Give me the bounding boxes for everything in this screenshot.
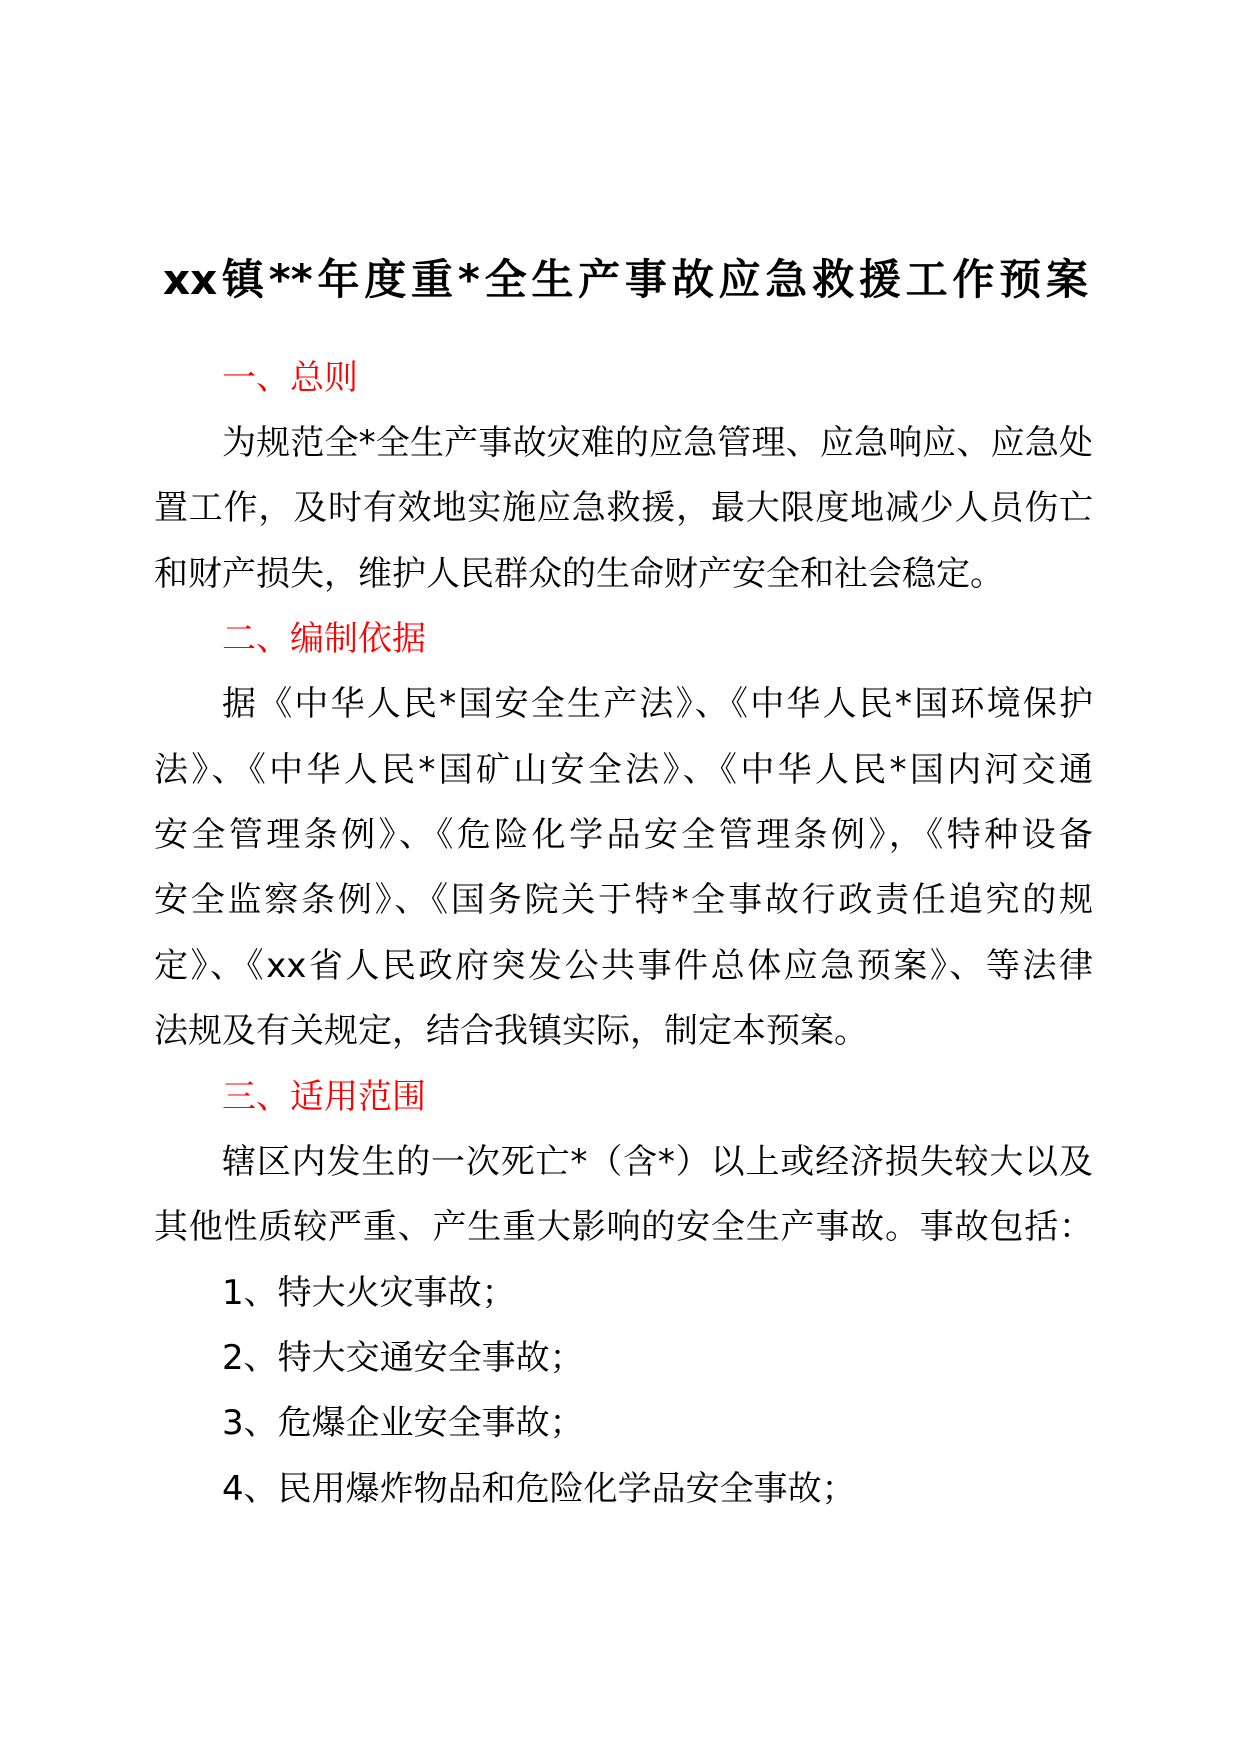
section-heading-scope: 三、适用范围 [222,1077,426,1117]
paragraph-line: 法规及有关规定，结合我镇实际，制定本预案。 [154,1011,868,1051]
list-item: 4、民用爆炸物品和危险化学品安全事故； [222,1469,856,1509]
paragraph-line: 为规范全*全生产事故灾难的应急管理、应急响应、应急处 [222,423,1093,463]
list-item: 2、特大交通安全事故； [222,1338,584,1378]
section-heading-basis: 二、编制依据 [222,619,426,659]
document-title: xx镇**年度重*全生产事故应急救援工作预案 [163,255,1088,304]
section-heading-general: 一、总则 [222,358,358,398]
list-item: 1、特大火灾事故； [222,1273,516,1313]
paragraph-line: 法》、《中华人民*国矿山安全法》、《中华人民*国内河交通 [154,750,1093,790]
paragraph-line: 和财产损失，维护人民群众的生命财产安全和社会稳定。 [154,554,1004,594]
paragraph-line: 辖区内发生的一次死亡*（含*）以上或经济损失较大以及 [222,1142,1093,1182]
paragraph-line: 其他性质较严重、产生重大影响的安全生产事故。事故包括： [154,1207,1093,1247]
paragraph-line: 安全管理条例》、《危险化学品安全管理条例》，《特种设备 [154,815,1093,855]
paragraph-line: 定》、《xx省人民政府突发公共事件总体应急预案》、等法律 [154,946,1093,986]
list-item: 3、危爆企业安全事故； [222,1403,584,1443]
paragraph-line: 据《中华人民*国安全生产法》、《中华人民*国环境保护 [222,684,1093,724]
paragraph-line: 置工作，及时有效地实施应急救援，最大限度地减少人员伤亡 [154,488,1093,528]
paragraph-line: 安全监察条例》、《国务院关于特*全事故行政责任追究的规 [154,880,1093,920]
